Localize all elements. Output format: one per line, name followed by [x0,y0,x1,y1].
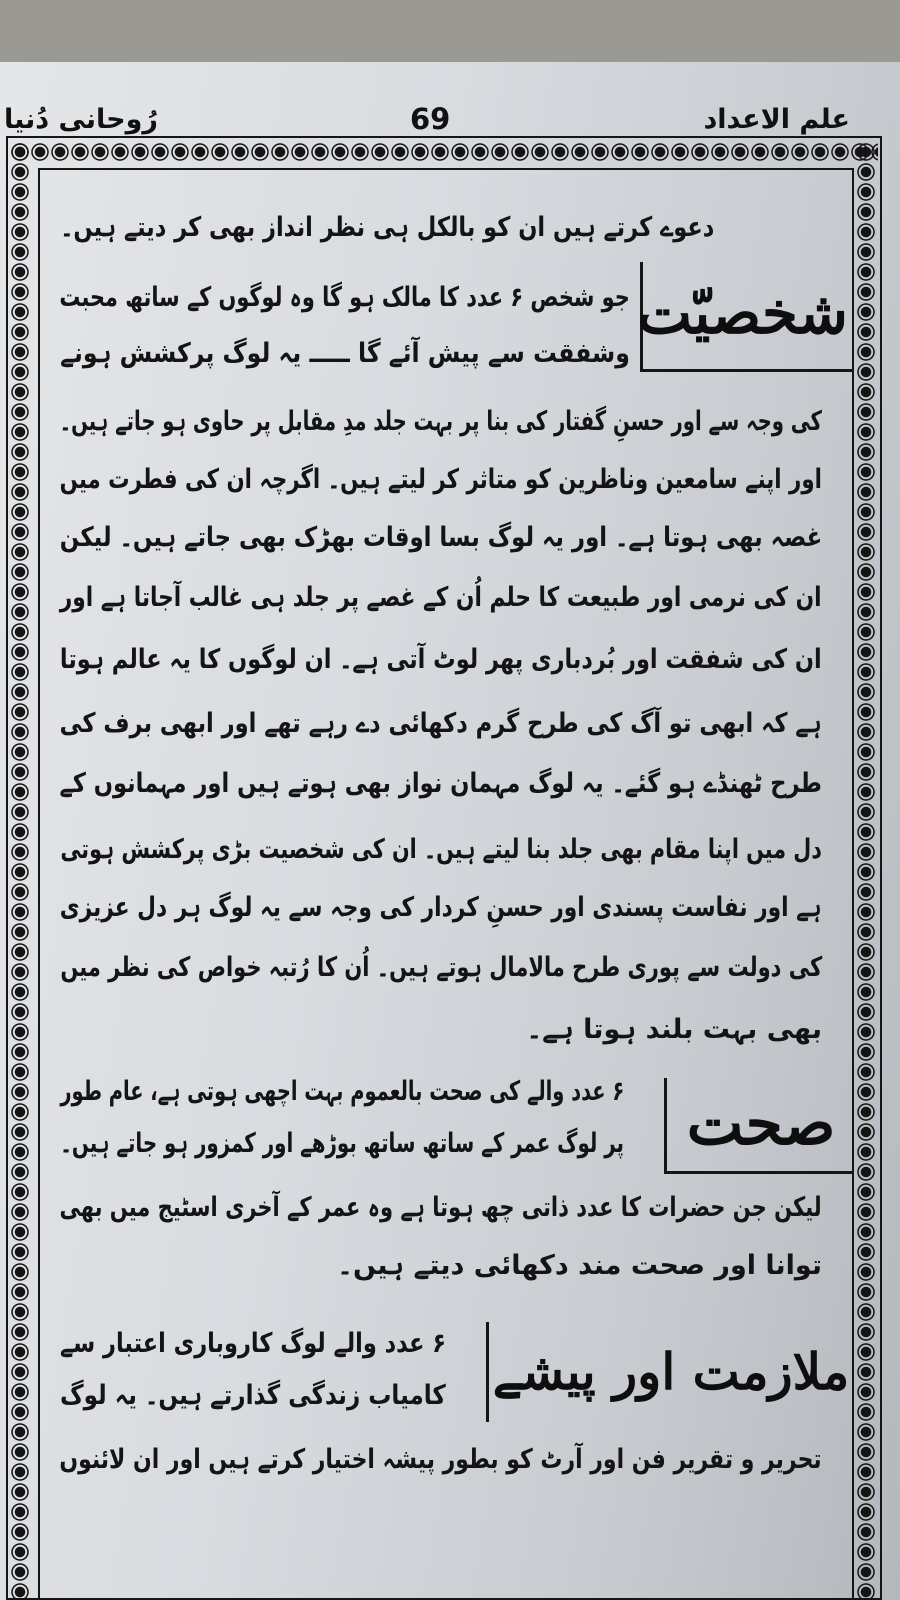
text-line-21: تحریر و تقریر فن اور آرٹ کو بطور پیشہ اختیار کرتے ہیں اور ان لائنوں [59,1444,822,1475]
text-line-4: کی وجہ سے اور حسنِ گفتار کی بنا پر بہت جلد مدِ مقابل پر حاوی ہو جاتے ہیں۔ [59,406,822,437]
text-line-5: اور اپنے سامعین وناظرین کو متاثر کر لیتے ہیں۔ اگرچہ ان کی فطرت میں [59,464,822,495]
text-line-14: بھی بہت بلند ہوتا ہے۔ [526,1014,822,1045]
text-line-20: کامیاب زندگی گذارتے ہیں۔ یہ لوگ [60,1380,446,1411]
text-line-8: ان کی شفقت اور بُردباری پھر لوٹ آتی ہے۔ ان لوگوں کا یہ عالم ہوتا [60,644,822,675]
text-line-7: ان کی نرمی اور طبیعت کا حلم اُن کے غصے پر جلد ہی غالب آجاتا ہے اور [60,582,822,613]
page-number: 69 [410,102,451,136]
text-line-9: ہے کہ ابھی تو آگ کی طرح گرم دکھائی دے رہے تھے اور ابھی برف کی [59,708,822,739]
text-line-19: ۶ عدد والے لوگ کاروباری اعتبار سے [59,1328,446,1359]
text-line-6: غصہ بھی ہوتا ہے۔ اور یہ لوگ بسا اوقات بھڑک بھی جاتے ہیں۔ لیکن [59,522,822,553]
text-line-1: دعوے کرتے ہیں ان کو بالکل ہی نظر انداز بھی کر دیتے ہیں۔ [59,212,714,243]
text-line-13: کی دولت سے پوری طرح مالامال ہوتے ہیں۔ اُن کا رُتبہ خواص کی نظر میں [60,952,822,983]
text-line-10: طرح ٹھنڈے ہو گئے۔ یہ لوگ مہمان نواز بھی ہوتے ہیں اور مہمانوں کے [59,768,822,799]
text-line-18: توانا اور صحت مند دکھائی دیتے ہیں۔ [337,1250,822,1281]
text-line-11: دل میں اپنا مقام بھی جلد بنا لیتے ہیں۔ ان کی شخصیت بڑی پرکشش ہوتی [60,834,822,865]
decorative-chain-left [10,142,30,1600]
text-line-17: لیکن جن حضرات کا عدد ذاتی چھ ہوتا ہے وہ عمر کے آخری اسٹیج میں بھی [59,1192,822,1223]
background-surface [0,0,900,64]
section-heading-career: ملازمت اور پیشے [492,1342,850,1401]
text-line-16: پر لوگ عمر کے ساتھ ساتھ بوڑھے اور کمزور ہو جاتے ہیں۔ [60,1128,624,1159]
text-line-3: وشفقت سے پیش آئے گا ـــــ یہ لوگ پرکشش ہونے [60,338,630,369]
section-heading-personality: شخصیّت [637,279,848,347]
header-left-title: رُوحانی دُنیا [4,104,158,135]
section-heading-health: صحت [686,1089,836,1159]
header-right-title: علم الاعداد [703,104,850,135]
text-line-2: جو شخص ۶ عدد کا مالک ہو گا وہ لوگوں کے ساتھ محبت [59,282,630,313]
text-line-15: ۶ عدد والے کی صحت بالعموم بہت اچھی ہوتی ہے، عام طور [60,1076,624,1107]
text-line-12: ہے اور نفاست پسندی اور حسنِ کردار کی وجہ سے یہ لوگ ہر دل عزیزی [60,892,822,923]
decorative-chain-top [10,142,878,162]
decorative-chain-right [856,142,876,1600]
